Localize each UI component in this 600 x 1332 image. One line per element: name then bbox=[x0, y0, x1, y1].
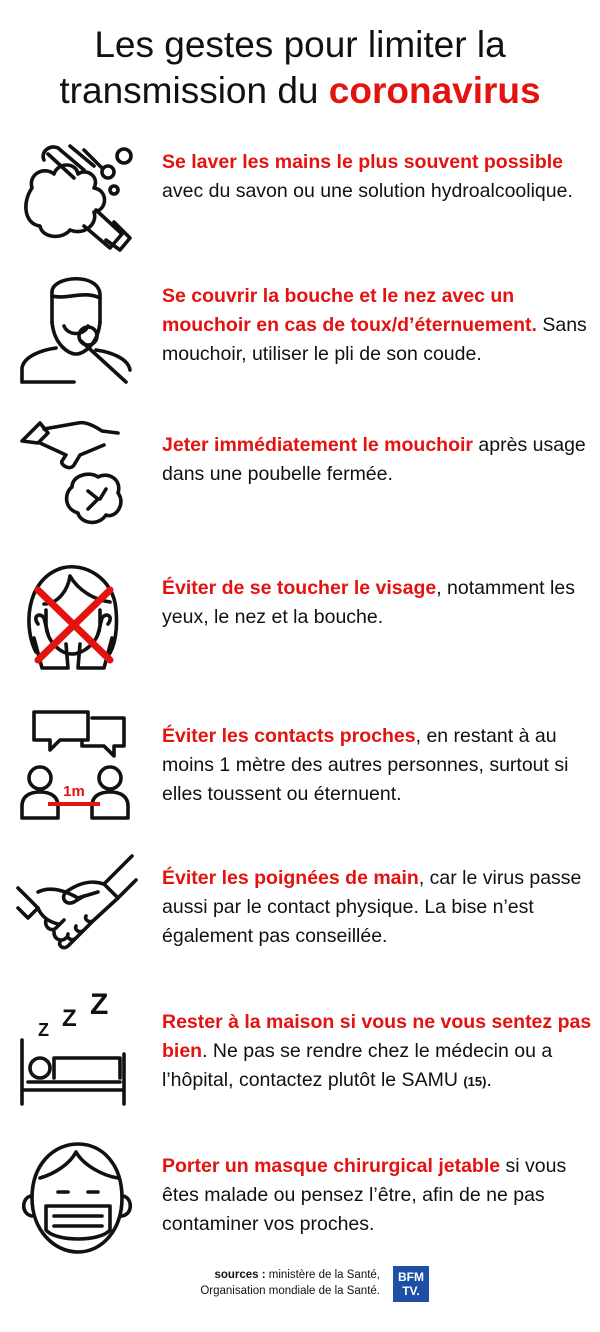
sleep-letter-1: Z bbox=[38, 1020, 49, 1040]
logo-text-1: BFM bbox=[398, 1270, 424, 1284]
title-highlight: coronavirus bbox=[328, 70, 541, 111]
no-face-touch-icon bbox=[14, 560, 140, 680]
advice-text-2 bbox=[162, 282, 592, 369]
advice-highlight-8: Porter un masque chirurgical jetable bbox=[162, 1155, 501, 1177]
social-distance-icon bbox=[14, 706, 140, 826]
advice-text-3 bbox=[162, 431, 592, 489]
hand-washing-icon bbox=[14, 140, 140, 260]
advice-highlight-6: Éviter les poignées de main bbox=[162, 867, 419, 889]
title-line-2 bbox=[0, 68, 600, 114]
advice-rest-5: , en restant à au moins 1 mètre des autres personnes, surtout si elles toussent ou éternuent. bbox=[162, 725, 569, 805]
surgical-mask-icon bbox=[14, 1138, 140, 1258]
handshake-icon bbox=[14, 848, 140, 968]
distance-label: 1m bbox=[63, 783, 85, 800]
advice-rest-4: , notamment les yeux, le nez et la bouche. bbox=[162, 577, 575, 628]
sleep-letter-2: Z bbox=[62, 1005, 77, 1032]
advice-text-5 bbox=[162, 722, 592, 809]
throw-tissue-icon bbox=[14, 415, 140, 535]
sources-text-1: ministère de la Santé, bbox=[265, 1269, 380, 1281]
advice-highlight-1: Se laver les mains le plus souvent possible bbox=[162, 151, 563, 173]
advice-rest-7: . Ne pas se rendre chez le médecin ou a l’hôpital, contactez plutôt le SAMU bbox=[162, 1040, 553, 1091]
samu-number: (15) bbox=[463, 1074, 487, 1089]
title-line-1: Les gestes pour limiter la bbox=[94, 24, 506, 65]
sleep-letter-3: Z bbox=[90, 988, 109, 1021]
advice-text-1 bbox=[162, 148, 592, 206]
advice-text-8 bbox=[162, 1152, 592, 1239]
logo-text-2: TV. bbox=[402, 1284, 420, 1298]
advice-highlight-2: Se couvrir la bouche et le nez avec un mouchoir en cas de toux/d’éternuement. bbox=[162, 285, 537, 336]
advice-highlight-4: Éviter de se toucher le visage bbox=[162, 577, 437, 599]
sources-line-2: Organisation mondiale de la Santé. bbox=[200, 1285, 380, 1297]
cough-tissue-icon bbox=[14, 270, 140, 390]
advice-rest-8: si vous êtes malade ou pensez l’être, afin de ne pas contaminer vos proches. bbox=[162, 1155, 567, 1235]
sources-line-1 bbox=[150, 1267, 380, 1283]
advice-highlight-3: Jeter immédiatement le mouchoir bbox=[162, 434, 474, 456]
advice-highlight-7: Rester à la maison si vous ne vous sentez pas bien bbox=[162, 1011, 592, 1062]
title-line-2-prefix: transmission du bbox=[59, 70, 329, 111]
advice-text-6 bbox=[162, 864, 592, 951]
page-title bbox=[0, 22, 600, 114]
advice-rest-1: avec du savon ou une solution hydroalcoolique. bbox=[162, 180, 573, 202]
sources-footer bbox=[150, 1267, 380, 1299]
advice-text-7 bbox=[162, 1008, 592, 1096]
advice-rest-2: Sans mouchoir, utiliser le pli de son coude. bbox=[162, 314, 587, 365]
advice-highlight-5: Éviter les contacts proches bbox=[162, 725, 416, 747]
advice-rest-3: après usage dans une poubelle fermée. bbox=[162, 434, 586, 485]
stay-home-bed-icon bbox=[14, 988, 140, 1112]
sources-label: sources : bbox=[214, 1269, 266, 1281]
advice-rest-6: , car le virus passe aussi par le contact physique. La bise n’est également pas conseillée. bbox=[162, 867, 582, 947]
bfmtv-logo bbox=[393, 1266, 429, 1302]
advice-text-4 bbox=[162, 574, 592, 632]
advice-rest-7-end: . bbox=[486, 1069, 492, 1091]
